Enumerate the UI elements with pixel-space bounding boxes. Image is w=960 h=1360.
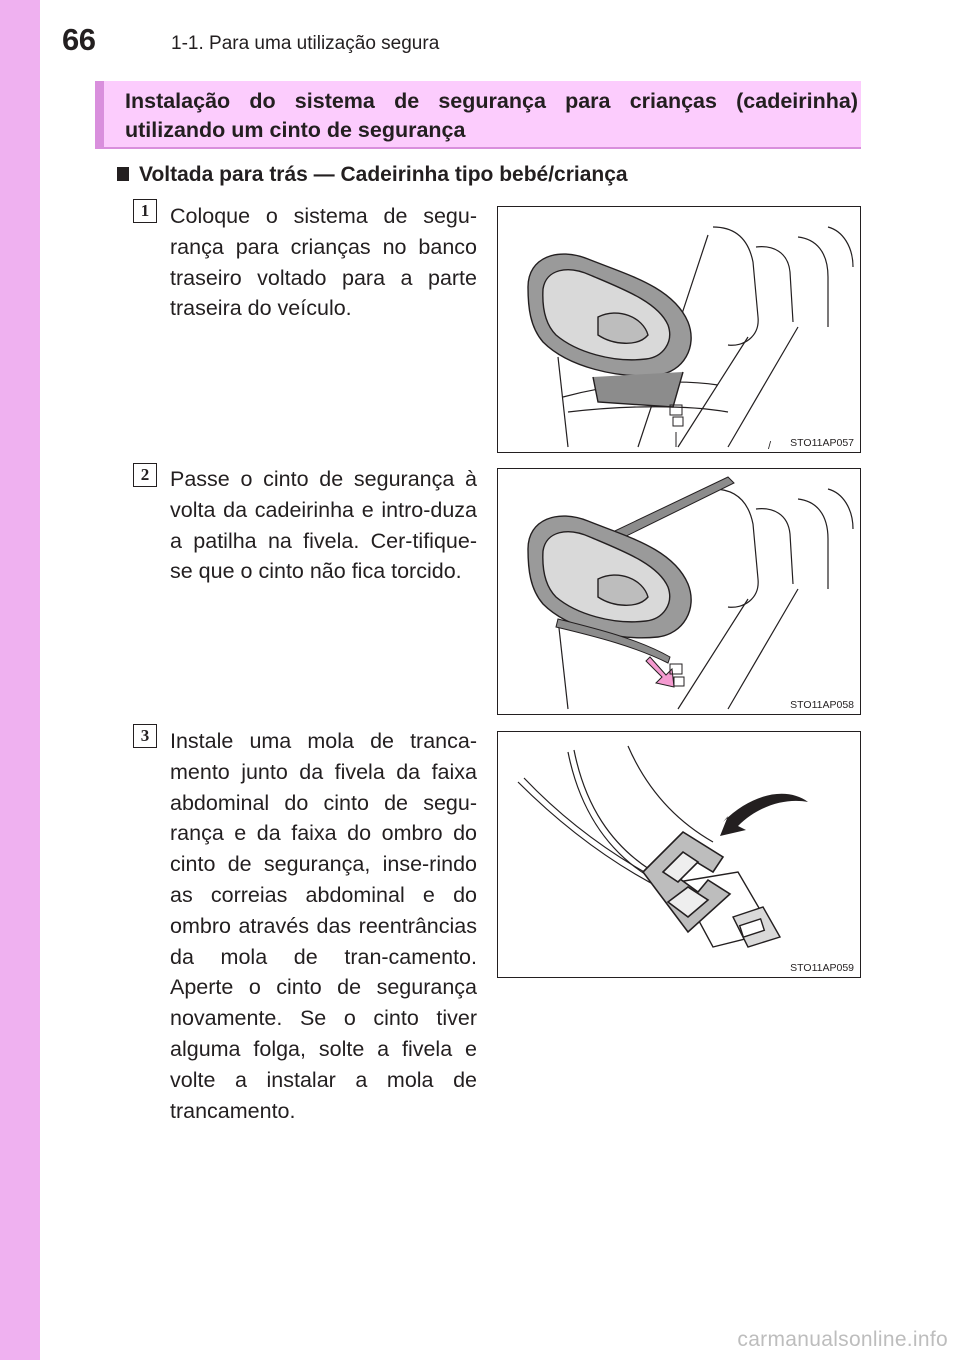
belt-routing-icon — [498, 469, 861, 715]
page-number: 66 — [62, 22, 96, 57]
svg-text:/: / — [768, 440, 772, 452]
rear-facing-child-seat-icon — [498, 207, 861, 453]
step-number-3: 3 — [133, 724, 157, 748]
banner-title: Instalação do sistema de segurança para crianças (cadeirinha) utilizando um cinto de segurança — [125, 89, 858, 142]
section-banner — [95, 81, 861, 149]
figure-code: STO11AP059 — [790, 962, 854, 974]
figure-child-seat — [497, 206, 861, 453]
chapter-color-strip — [0, 0, 40, 1360]
figure-code: STO11AP057 — [790, 437, 854, 449]
locking-clip-icon — [498, 732, 861, 978]
figure-locking-clip — [497, 731, 861, 978]
subheading — [117, 163, 628, 187]
step-number-2: 2 — [133, 463, 157, 487]
step-text-2: Passe o cinto de segurança à volta da cadeirinha e intro-duza a patilha na fivela. Cer-tifique-se que o cinto não fica torcido. — [170, 467, 477, 584]
figure-belt-routing — [497, 468, 861, 715]
square-bullet-icon — [117, 167, 129, 181]
step-text-3: Instale uma mola de tranca-mento junto da fivela da faixa abdominal do cinto de segu-rança e da faixa do ombro do cinto de segurança, inse-rindo as correias abdominal e do ombro através das reentrâncias da mola de tran-camento. Aperte o cinto de segurança novamente. Se o cinto tiver alguma folga, solte a fivela e volte a instalar a mola de trancamento. — [170, 729, 477, 1123]
figure-code: STO11AP058 — [790, 699, 854, 711]
step-number-1: 1 — [133, 199, 157, 223]
step-text-1: Coloque o sistema de segu-rança para crianças no banco traseiro voltado para a parte traseira do veículo. — [170, 204, 477, 321]
section-header: 1-1. Para uma utilização segura — [171, 33, 440, 54]
watermark: carmanualsonline.info — [737, 1328, 948, 1351]
subheading-text: Voltada para trás — Cadeirinha tipo bebé/criança — [139, 163, 628, 186]
